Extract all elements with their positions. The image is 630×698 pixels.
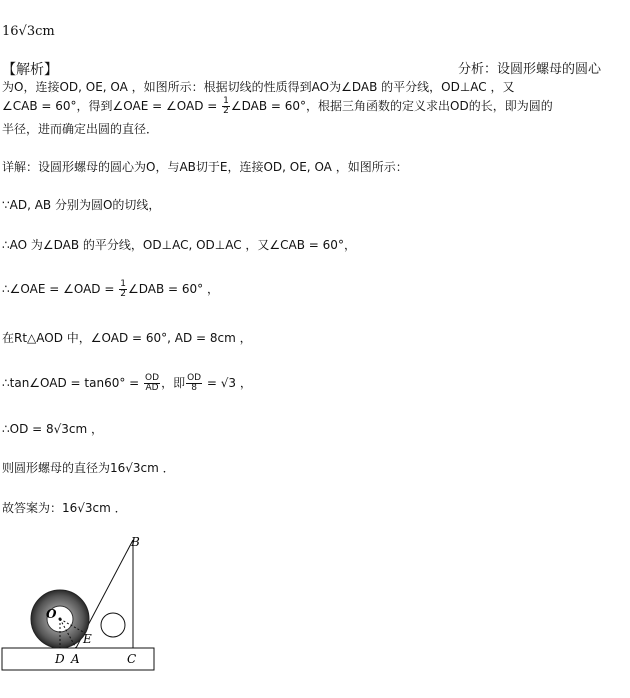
analysis-line-3-start: ∠CAB = 60°，得到∠OAE = ∠OAD = bbox=[2, 99, 222, 113]
detail-line-5: 在Rt△AOD 中，∠OAD = 60°, AD = 8cm ， bbox=[2, 331, 252, 345]
small-circle bbox=[101, 613, 125, 637]
analysis-head: 分析：设圆形螺母的圆心 bbox=[458, 62, 602, 77]
section-tag: 【解析】 bbox=[2, 62, 58, 78]
half-denominator: 2 bbox=[223, 106, 229, 116]
top-answer: 16√3cm bbox=[2, 24, 55, 39]
geometry-figure bbox=[0, 530, 170, 680]
detail-half-fraction bbox=[119, 280, 127, 299]
od-numerator: OD bbox=[145, 373, 160, 383]
half-numerator: 1 bbox=[223, 96, 229, 106]
center-dot bbox=[59, 618, 62, 621]
od-8-fraction bbox=[186, 374, 202, 393]
detail-line-2: ∵AD, AB 分别为圆O的切线， bbox=[2, 198, 161, 212]
detail-line-6 bbox=[2, 374, 252, 393]
detail-line-6-start: ∴tan∠OAD = tan60° = bbox=[2, 376, 144, 390]
detail-line-3: ∴AO 为∠DAB 的平分线，OD⊥AC, OD⊥AC ，又∠CAB = 60°， bbox=[2, 238, 356, 252]
detail-half-numerator: 1 bbox=[120, 279, 126, 289]
label-b: B bbox=[131, 535, 140, 549]
analysis-line-3-end: ∠DAB = 60°，根据三角函数的定义求出OD的长，即为圆的 bbox=[230, 99, 553, 113]
label-d: D bbox=[55, 652, 65, 666]
od-ad-fraction bbox=[144, 374, 160, 393]
detail-line-6-end: = √3 ， bbox=[203, 376, 252, 390]
od-numerator-2: OD bbox=[187, 373, 202, 383]
analysis-line-2: 为O，连接OD, OE, OA ，如图所示：根据切线的性质得到AO为∠DAB 的平分线，OD⊥AC ，又 bbox=[2, 80, 515, 94]
label-c: C bbox=[127, 652, 137, 666]
detail-half-denominator: 2 bbox=[120, 289, 126, 299]
detail-line-1: 详解：设圆形螺母的圆心为O，与AB切于E，连接OD, OE, OA ，如图所示： bbox=[2, 160, 408, 174]
detail-line-9: 故答案为：16√3cm ． bbox=[2, 501, 127, 515]
detail-line-7: ∴OD = 8√3cm ， bbox=[2, 422, 104, 436]
eight-denominator: 8 bbox=[191, 383, 197, 393]
detail-line-8: 则圆形螺母的直径为16√3cm ． bbox=[2, 461, 175, 475]
label-o: O bbox=[46, 607, 57, 621]
detail-line-4-end: ∠DAB = 60° ， bbox=[127, 282, 219, 296]
detail-line-4-start: ∴∠OAE = ∠OAD = bbox=[2, 282, 119, 296]
half-fraction bbox=[222, 97, 230, 116]
ad-denominator: AD bbox=[145, 383, 159, 393]
detail-line-4 bbox=[2, 280, 219, 299]
analysis-line-4: 半径，进而确定出圆的直径． bbox=[2, 122, 159, 136]
analysis-line-3 bbox=[2, 97, 553, 116]
label-e: E bbox=[83, 632, 92, 646]
label-a: A bbox=[71, 652, 80, 666]
detail-line-6-mid: ，即 bbox=[161, 376, 186, 390]
